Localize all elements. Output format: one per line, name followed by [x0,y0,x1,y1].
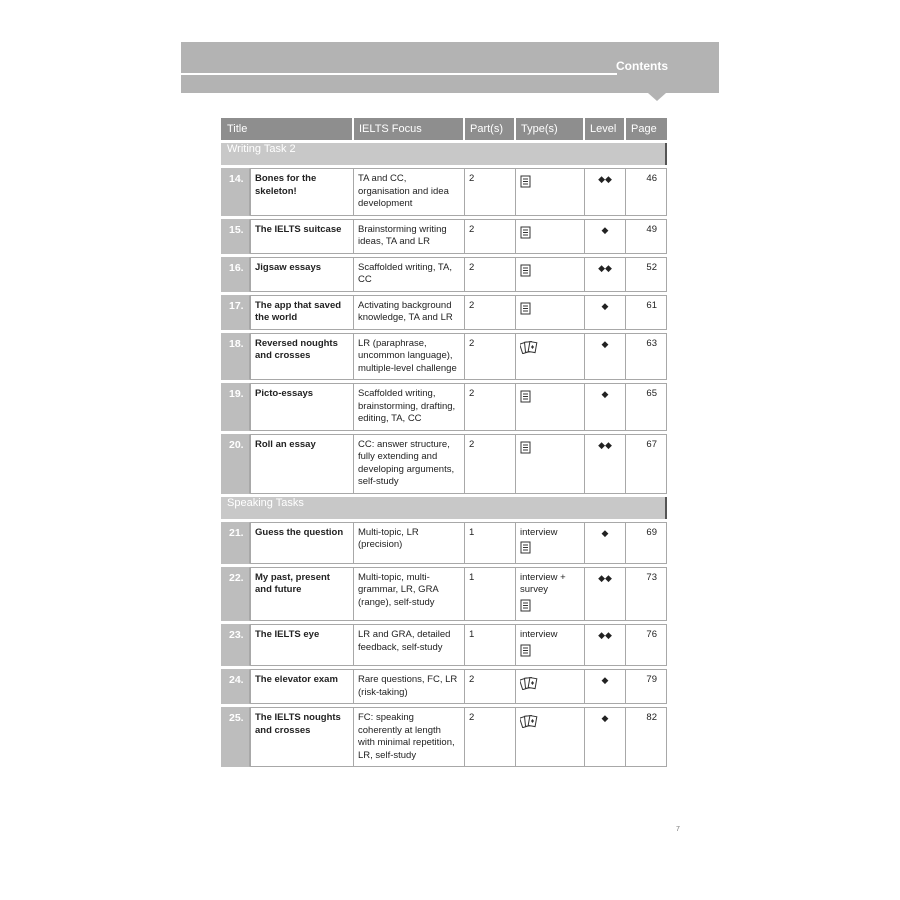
part-number: 2 [465,219,516,254]
contents-body [221,143,667,767]
table-row [221,257,667,292]
ielts-focus: TA and CC, organisation and idea development [354,168,465,216]
activity-number: 23. [221,624,250,666]
page-ref: 65 [626,383,667,431]
section-heading: Writing Task 2 [221,143,667,165]
column-header-title: Title [221,118,354,140]
level-diamonds: ◆◆ [585,624,626,666]
activity-type [516,707,585,767]
level-diamonds: ◆ [585,522,626,564]
level-diamonds: ◆ [585,295,626,330]
page-ref: 52 [626,257,667,292]
part-number: 1 [465,624,516,666]
ielts-focus: Multi-topic, LR (precision) [354,522,465,564]
page-title: Contents [616,59,668,73]
cards-icon [520,714,580,733]
cards-icon [520,340,580,359]
level-diamonds: ◆◆ [585,257,626,292]
activity-type [516,434,585,494]
cards-icon [520,676,580,695]
table-row [221,168,667,216]
worksheet-icon [520,302,580,320]
activity-title: The app that saved the world [250,295,354,330]
header-rule [181,73,617,75]
worksheet-icon [520,175,580,193]
section-heading: Speaking Tasks [221,497,667,519]
level-diamonds: ◆◆ [585,567,626,622]
part-number: 2 [465,383,516,431]
activity-type-label: interview [520,526,558,538]
table-row [221,707,667,767]
contents-table [221,115,667,770]
ielts-focus: FC: speaking coherently at length with minimal repetition, LR, self-study [354,707,465,767]
activity-number: 14. [221,168,250,216]
worksheet-icon [520,390,580,408]
column-header-level: Level [585,118,626,140]
activity-title: Roll an essay [250,434,354,494]
activity-title: The IELTS eye [250,624,354,666]
ielts-focus: Activating background knowledge, TA and LR [354,295,465,330]
activity-type [516,219,585,254]
ielts-focus: Brainstorming writing ideas, TA and LR [354,219,465,254]
part-number: 2 [465,333,516,381]
part-number: 2 [465,707,516,767]
activity-title: Picto-essays [250,383,354,431]
ielts-focus: Scaffolded writing, brainstorming, drafting, editing, TA, CC [354,383,465,431]
activity-number: 21. [221,522,250,564]
activity-number: 25. [221,707,250,767]
activity-type [516,383,585,431]
activity-title: The IELTS suitcase [250,219,354,254]
worksheet-icon [520,541,580,559]
part-number: 2 [465,434,516,494]
page-ref: 67 [626,434,667,494]
table-row [221,333,667,381]
activity-number: 20. [221,434,250,494]
activity-type [516,257,585,292]
activity-type [516,295,585,330]
activity-number: 22. [221,567,250,622]
level-diamonds: ◆ [585,707,626,767]
section-row [221,143,667,165]
part-number: 2 [465,257,516,292]
table-row [221,624,667,666]
part-number: 2 [465,168,516,216]
level-diamonds: ◆ [585,219,626,254]
level-diamonds: ◆ [585,669,626,704]
table-header-row [221,118,667,140]
page-ref: 76 [626,624,667,666]
activity-title: Jigsaw essays [250,257,354,292]
part-number: 1 [465,567,516,622]
level-diamonds: ◆◆ [585,434,626,494]
activity-number: 16. [221,257,250,292]
level-diamonds: ◆ [585,333,626,381]
activity-number: 17. [221,295,250,330]
activity-number: 24. [221,669,250,704]
worksheet-icon [520,599,580,617]
table-row [221,669,667,704]
page-ref: 79 [626,669,667,704]
activity-title: The elevator exam [250,669,354,704]
header-notch [648,93,666,101]
column-header-page: Page [626,118,667,140]
worksheet-icon [520,226,580,244]
activity-type [516,522,585,564]
table-row [221,383,667,431]
table-row [221,295,667,330]
activity-title: Reversed noughts and crosses [250,333,354,381]
page-ref: 82 [626,707,667,767]
activity-type [516,669,585,704]
worksheet-icon [520,441,580,459]
ielts-focus: CC: answer structure, fully extending and developing arguments, self-study [354,434,465,494]
ielts-focus: LR (paraphrase, uncommon language), multiple-level challenge [354,333,465,381]
activity-type [516,567,585,622]
activity-number: 15. [221,219,250,254]
section-row [221,497,667,519]
page-ref: 61 [626,295,667,330]
page-ref: 49 [626,219,667,254]
activity-number: 19. [221,383,250,431]
activity-type [516,333,585,381]
worksheet-icon [520,264,580,282]
activity-type-label: interview [520,629,558,640]
level-diamonds: ◆ [585,383,626,431]
page-ref: 63 [626,333,667,381]
activity-type-label: interview + survey [520,571,566,595]
column-header-parts: Part(s) [465,118,516,140]
activity-type [516,624,585,666]
page-ref: 73 [626,567,667,622]
part-number: 1 [465,522,516,564]
level-diamonds: ◆◆ [585,168,626,216]
activity-title: Guess the question [250,522,354,564]
part-number: 2 [465,295,516,330]
table-row [221,567,667,622]
ielts-focus: Scaffolded writing, TA, CC [354,257,465,292]
ielts-focus: Rare questions, FC, LR (risk-taking) [354,669,465,704]
table-row [221,219,667,254]
activity-title: My past, present and future [250,567,354,622]
column-header-focus: IELTS Focus [354,118,465,140]
activity-type [516,168,585,216]
ielts-focus: LR and GRA, detailed feedback, self-study [354,624,465,666]
activity-title: The IELTS noughts and crosses [250,707,354,767]
activity-title: Bones for the skeleton! [250,168,354,216]
table-row [221,434,667,494]
part-number: 2 [465,669,516,704]
page-ref: 46 [626,168,667,216]
table-row [221,522,667,564]
column-header-types: Type(s) [516,118,585,140]
activity-number: 18. [221,333,250,381]
ielts-focus: Multi-topic, multi-grammar, LR, GRA (range), self-study [354,567,465,622]
page-number: 7 [676,826,680,833]
page-ref: 69 [626,522,667,564]
worksheet-icon [520,644,580,662]
